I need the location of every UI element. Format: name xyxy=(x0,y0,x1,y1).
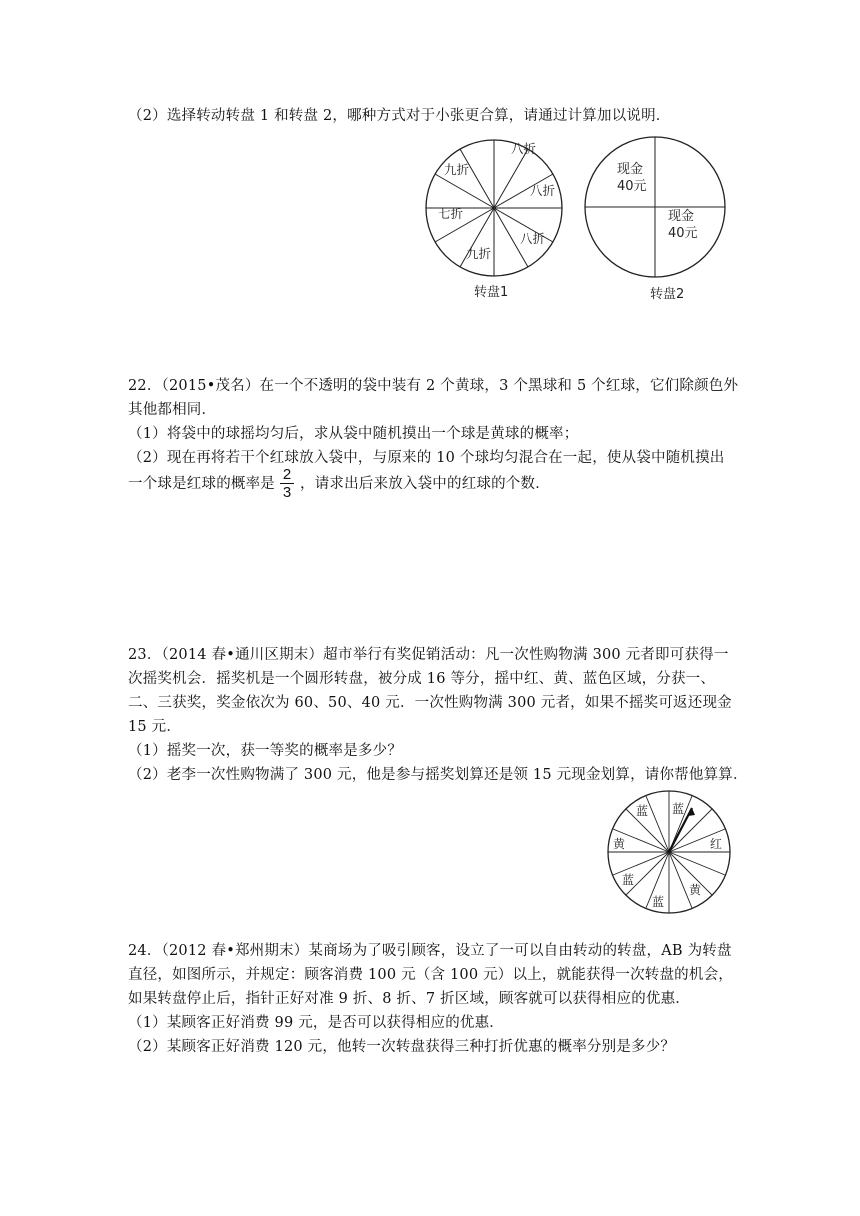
wheel-1-label: 九折 xyxy=(444,162,470,177)
prize-wheel-figure xyxy=(604,788,734,916)
q23-line4: 15 元． xyxy=(128,719,182,735)
wheel-2-label-top: 现金 xyxy=(617,162,644,177)
q23-line2: 次摇奖机会．摇奖机是一个圆形转盘，被分成 16 等分，摇中红、黄、蓝色区域，分获一、 xyxy=(128,671,716,687)
q24-line1: 24．（2012 春•郑州期末）某商场为了吸引顾客，设立了一可以自由转动的转盘，AB 为转盘 xyxy=(128,943,732,959)
q22-line5b: ，请求出后来放入袋中的红球的个数． xyxy=(300,476,550,492)
fraction-numerator: 2 xyxy=(280,466,294,484)
prize-wheel-label: 蓝 xyxy=(672,802,685,816)
q22-line5a: 一个球是红球的概率是 xyxy=(128,476,275,492)
wheel-1-label: 七折 xyxy=(438,206,464,221)
wheel-1-caption: 转盘1 xyxy=(474,285,509,300)
q24-line4: （1）某顾客正好消费 99 元，是否可以获得相应的优惠． xyxy=(128,1015,504,1031)
q21-part2-text: （2）选择转动转盘 1 和转盘 2，哪种方式对于小张更合算，请通过计算加以说明． xyxy=(128,108,671,124)
wheel-1-label: 八折 xyxy=(520,231,546,246)
wheel-2-value-bottom: 40元 xyxy=(668,226,698,241)
prize-wheel-label: 红 xyxy=(710,837,723,851)
wheel-2-label-bottom: 现金 xyxy=(668,209,695,224)
prize-wheel-label: 黄 xyxy=(613,837,626,851)
q22-line3: （1）将袋中的球摇均匀后，求从袋中随机摸出一个球是黄球的概率； xyxy=(128,426,579,442)
fraction-denominator: 3 xyxy=(282,484,292,501)
prize-wheel-label: 黄 xyxy=(689,883,702,897)
wheel-1-label: 八折 xyxy=(511,141,537,156)
wheel-1-label: 八折 xyxy=(530,183,556,198)
q22-line4: （2）现在再将若干个红球放入袋中，与原来的 10 个球均匀混合在一起，使从袋中随机摸出 xyxy=(128,450,725,466)
q24-line5: （2）某顾客正好消费 120 元，他转一次转盘获得三种打折优惠的概率分别是多少？ xyxy=(128,1039,676,1055)
q23-line6: （2）老李一次性购物满了 300 元，他是参与摇奖划算还是领 15 元现金划算，请你帮他算算． xyxy=(128,767,748,783)
q23-line5: （1）摇奖一次，获一等奖的概率是多少？ xyxy=(128,743,403,759)
wheel-1-figure xyxy=(424,132,564,310)
wheel-2-value-top: 40元 xyxy=(617,179,647,194)
q24-line2: 直径，如图所示，并规定：顾客消费 100 元（含 100 元）以上，就能获得一次转盘的机会， xyxy=(128,967,733,983)
prize-wheel-label: 蓝 xyxy=(652,895,665,909)
wheel-2-figure xyxy=(584,132,734,310)
q22-line1: 22．（2015•茂名）在一个不透明的袋中装有 2 个黄球，3 个黑球和 5 个红球，它们除颜色外 xyxy=(128,378,739,394)
fraction-two-thirds xyxy=(280,466,294,501)
q23-line1: 23．（2014 春•通川区期末）超市举行有奖促销活动：凡一次性购物满 300 元者即可获得一 xyxy=(128,647,729,663)
q24-line3: 如果转盘停止后，指针正好对准 9 折、8 折、7 折区域，顾客就可以获得相应的优惠． xyxy=(128,991,691,1007)
q23-line3: 二、三获奖，奖金依次为 60、50、40 元．一次性购物满 300 元者，如果不摇奖可返还现金 xyxy=(128,695,732,711)
prize-wheel-label: 蓝 xyxy=(622,873,635,887)
q22-line2: 其他都相同． xyxy=(128,402,217,418)
prize-wheel-label: 蓝 xyxy=(636,804,649,818)
wheel-2-caption: 转盘2 xyxy=(650,287,685,302)
wheel-1-label: 九折 xyxy=(466,246,492,261)
